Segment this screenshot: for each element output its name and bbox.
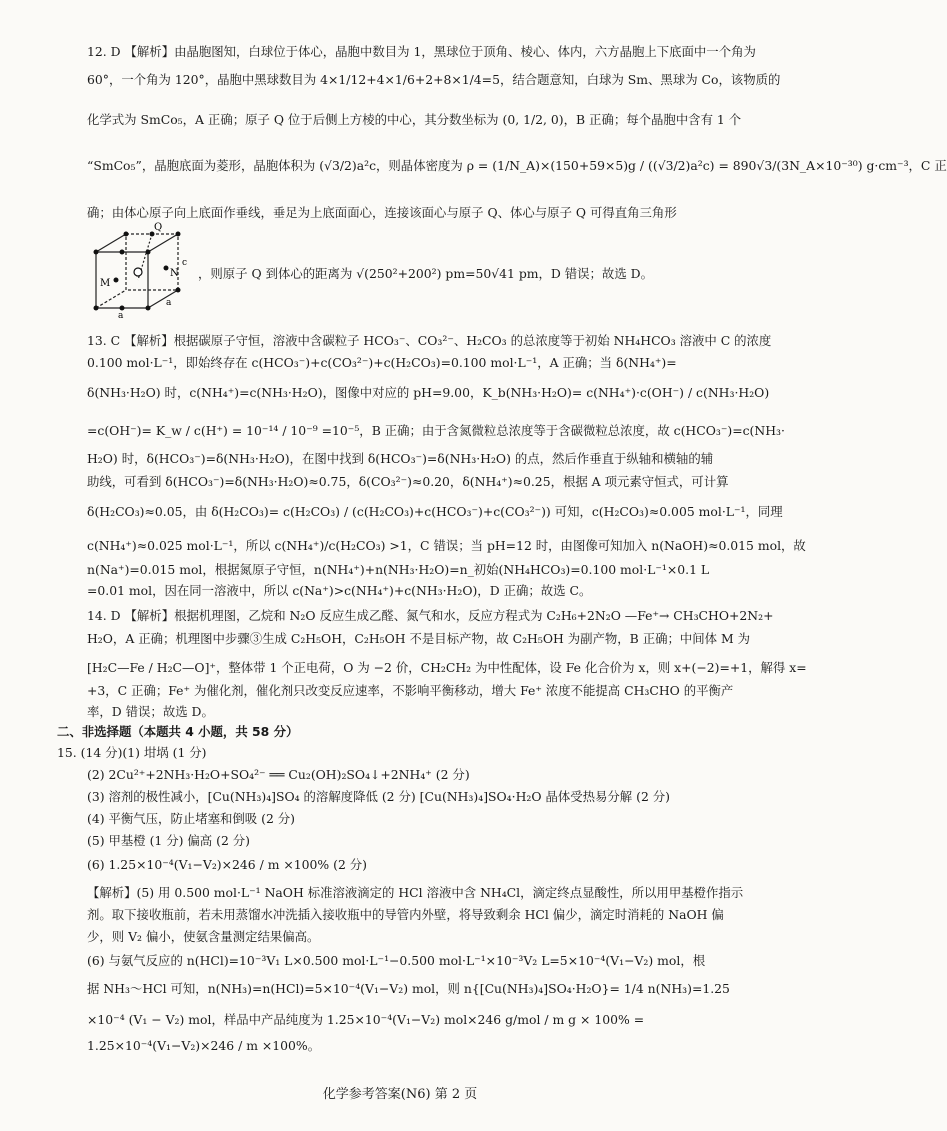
text-line: ，则原子 Q 到体心的距离为 √(250²+200²) pm=50√41 pm，D 错误；故选 D。 (198, 266, 653, 281)
text-line: (3) 溶剂的极性减小，[Cu(NH₃)₄]SO₄ 的溶解度降低 (2 分) [Cu(NH₃)₄]SO₄·H₂O 晶体受热易分解 (2 分) (87, 789, 671, 804)
text-line: δ(NH₃·H₂O) 时，c(NH₄⁺)=c(NH₃·H₂O)，图像中对应的 pH=9.00，K_b(NH₃·H₂O)= c(NH₄⁺)·c(OH⁻) / c(NH₃·H₂O) (87, 385, 770, 400)
crystal-cell-diagram (86, 220, 196, 320)
text-line: 率，D 错误；故选 D。 (87, 704, 214, 719)
text-line: H₂O) 时，δ(HCO₃⁻)=δ(NH₃·H₂O)，在图中找到 δ(HCO₃⁻)=δ(NH₃·H₂O) 的点，然后作垂直于纵轴和横轴的辅 (87, 451, 714, 466)
text-line: 13. C 【解析】根据碳原子守恒，溶液中含碳粒子 HCO₃⁻、CO₃²⁻、H₂CO₃ 的总浓度等于初始 NH₄HCO₃ 溶液中 C 的浓度 (87, 333, 772, 348)
text-line: 助线，可看到 δ(HCO₃⁻)=δ(NH₃·H₂O)≈0.75，δ(CO₃²⁻)≈0.20，δ(NH₄⁺)≈0.25，根据 A 项元素守恒式，可计算 (87, 474, 729, 489)
page-footer: 化学参考答案(N6) 第 2 页 (322, 1087, 478, 1102)
label-n: N (170, 268, 179, 279)
text-line: 剂。取下接收瓶前，若未用蒸馏水冲洗插入接收瓶中的导管内外壁，将导致剩余 HCl 偏少，滴定时消耗的 NaOH 偏 (87, 907, 724, 922)
text-line: 12. D 【解析】由晶胞图知，白球位于体心，晶胞中数目为 1，黑球位于顶角、棱心、体内，六方晶胞上下底面中一个角为 (87, 44, 756, 59)
text-line: 少，则 V₂ 偏小，使氨含量测定结果偏高。 (87, 929, 320, 944)
text-line: n(Na⁺)=0.015 mol，根据氮原子守恒，n(NH₄⁺)+n(NH₃·H₂O)=n_初始(NH₄HCO₃)=0.100 mol·L⁻¹×0.1 L (87, 562, 710, 577)
text-line: (4) 平衡气压，防止堵塞和倒吸 (2 分) (87, 811, 295, 826)
text-line: 1.25×10⁻⁴(V₁−V₂)×246 / m ×100%。 (87, 1038, 321, 1053)
section-heading: 二、非选择题（本题共 4 小题，共 58 分） (57, 724, 299, 739)
text-line: 14. D 【解析】根据机理图，乙烷和 N₂O 反应生成乙醛、氮气和水，反应方程式为 C₂H₆+2N₂O —Fe⁺→ CH₃CHO+2N₂+ (87, 608, 774, 623)
text-line: (6) 与氨气反应的 n(HCl)=10⁻³V₁ L×0.500 mol·L⁻¹−0.500 mol·L⁻¹×10⁻³V₂ L=5×10⁻⁴(V₁−V₂) mol，根 (87, 953, 706, 968)
text-line: 据 NH₃～HCl 可知，n(NH₃)=n(HCl)=5×10⁻⁴(V₁−V₂) mol，则 n{[Cu(NH₃)₄]SO₄·H₂O}= 1/4 n(NH₃)=1.25 (87, 981, 730, 996)
text-line: c(NH₄⁺)≈0.025 mol·L⁻¹，所以 c(NH₄⁺)/c(H₂CO₃) >1，C 错误；当 pH=12 时，由图像可知加入 n(NaOH)≈0.015 mol，故 (87, 538, 806, 553)
text-line: 0.100 mol·L⁻¹，即始终存在 c(HCO₃⁻)+c(CO₃²⁻)+c(H₂CO₃)=0.100 mol·L⁻¹，A 正确；当 δ(NH₄⁺)= (87, 355, 677, 370)
text-line: 确；由体心原子向上底面作垂线，垂足为上底面面心，连接该面心与原子 Q、体心与原子 Q 可得直角三角形 (87, 205, 677, 220)
text-line: [H₂C—Fe / H₂C—O]⁺，整体带 1 个正电荷，O 为 −2 价，CH₂CH₂ 为中性配体，设 Fe 化合价为 x，则 x+(−2)=+1，解得 x= (87, 660, 807, 675)
label-a: a (118, 311, 124, 321)
text-line: =0.01 mol，因在同一溶液中，所以 c(Na⁺)>c(NH₄⁺)+c(NH₃·H₂O)，D 正确；故选 C。 (87, 583, 592, 598)
label-c: c (182, 258, 188, 268)
text-line: 15. (14 分)(1) 坩埚 (1 分) (57, 745, 207, 760)
text-line: H₂O，A 正确；机理图中步骤③生成 C₂H₅OH，C₂H₅OH 不是目标产物，故 C₂H₅OH 为副产物，B 正确；中间体 M 为 (87, 631, 751, 646)
label-a: a (166, 298, 172, 308)
text-line: +3，C 正确；Fe⁺ 为催化剂，催化剂只改变反应速率，不影响平衡移动，增大 Fe⁺ 浓度不能提高 CH₃CHO 的平衡产 (87, 683, 734, 698)
label-q: Q (154, 222, 163, 233)
text-line: 【解析】(5) 用 0.500 mol·L⁻¹ NaOH 标准溶液滴定的 HCl 溶液中含 NH₄Cl，滴定终点显酸性，所以用甲基橙作指示 (87, 885, 744, 900)
text-line: (2) 2Cu²⁺+2NH₃·H₂O+SO₄²⁻ ══ Cu₂(OH)₂SO₄↓+2NH₄⁺ (2 分) (87, 767, 470, 782)
text-line: (6) 1.25×10⁻⁴(V₁−V₂)×246 / m ×100% (2 分) (87, 857, 368, 872)
text-line: (5) 甲基橙 (1 分) 偏高 (2 分) (87, 833, 251, 848)
text-line: 化学式为 SmCo₅，A 正确；原子 Q 位于后侧上方棱的中心，其分数坐标为 (0, 1/2, 0)，B 正确；每个晶胞中含有 1 个 (87, 112, 742, 127)
label-m: M (100, 278, 111, 289)
text-line: 60°，一个角为 120°，晶胞中黑球数目为 4×1/12+4×1/6+2+8×1/4=5，结合题意知，白球为 Sm、黑球为 Co，该物质的 (87, 72, 781, 87)
text-line: “SmCo₅”，晶胞底面为菱形，晶胞体积为 (√3/2)a²c，则晶体密度为 ρ = (1/N_A)×(150+59×5)g / ((√3/2)a²c) = 890√3/(3N_A×10⁻³⁰) g·cm⁻³，C 正 (87, 158, 947, 173)
text-line: =c(OH⁻)= K_w / c(H⁺) = 10⁻¹⁴ / 10⁻⁹ =10⁻⁵，B 正确；由于含氮微粒总浓度等于含碳微粒总浓度，故 c(HCO₃⁻)=c(NH₃· (87, 423, 785, 438)
text-line: ×10⁻⁴ (V₁ − V₂) mol，样品中产品纯度为 1.25×10⁻⁴(V₁−V₂) mol×246 g/mol / m g × 100% = (87, 1012, 645, 1027)
text-line: δ(H₂CO₃)≈0.05，由 δ(H₂CO₃)= c(H₂CO₃) / (c(H₂CO₃)+c(HCO₃⁻)+c(CO₃²⁻)) 可知，c(H₂CO₃)≈0.005 mol·L⁻¹，同理 (87, 504, 783, 519)
